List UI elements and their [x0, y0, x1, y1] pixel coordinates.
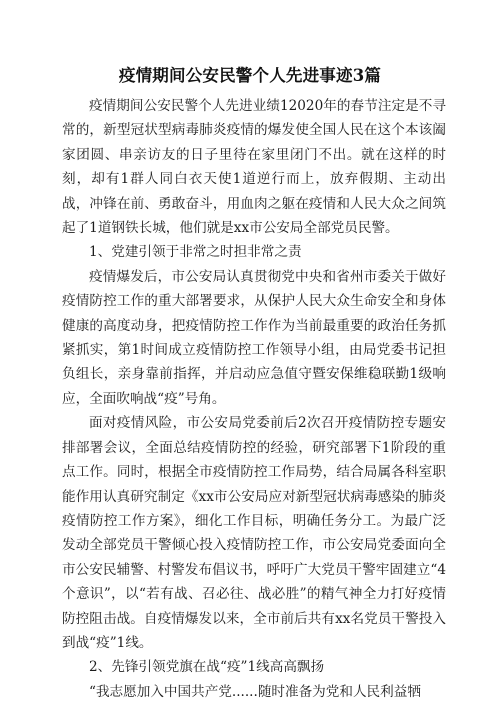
section-heading-2: 2、先锋引领党旗在战“疫”1线高高飘扬	[89, 659, 325, 676]
section-2-paragraph-1: “我志愿加入中国共产党......随时准备为党和人民利益牺	[89, 683, 421, 700]
document-title: 疫情期间公安民警个人先进事迹3篇	[118, 66, 382, 85]
intro-paragraph: 疫情期间公安民警个人先进业绩12020年的春节注定是不寻常的，新型冠状型病毒肺炎疫情的爆发使全国人民在这个本该阖家团圆、串亲访友的日子里待在家里闭门不出。就在这样的时刻，却有1群人同白衣天使1道逆行而上，放弃假期、主动出战，冲锋在前、勇敢奋斗，用血肉之躯在疫情和人民大众之间筑起了1道钢铁长城，他们就是xx市公安局全部党员民警。	[62, 98, 446, 237]
section-1-paragraph-2: 面对疫情风险，市公安局党委前后2次召开疫情防控专题安排部署会议，全面总结疫情防控的经验，研究部署下1阶段的重点工作。同时，根据全市疫情防控工作局势，结合局属各科室职能作用认真研究制定《xx市公安局应对新型冠状病毒感染的肺炎疫情防控工作方案》，细化工作目标，明确任务分工。为最广泛发动全部党员干警倾心投入疫情防控工作，市公安局党委面向全市公安民辅警、村警发布倡议书，呼吁广大党员干警牢固建立“4个意识”，以“若有战、召必往、战必胜”的精气神全力打好疫情防控阻击战。自疫情爆发以来，全市前后共有xx名党员干警投入到战“疫”1线。	[62, 415, 446, 651]
document-body	[62, 94, 446, 704]
section-heading-1: 1、党建引领于非常之时担非常之责	[89, 244, 302, 261]
section-1-paragraph-1: 疫情爆发后，市公安局认真贯彻党中央和省州市委关于做好疫情防控工作的重大部署要求，从保护人民大众生命安全和身体健康的高度动身，把疫情防控工作作为当前最重要的政治任务抓紧抓实，第1时间成立疫情防控工作领导小组，由局党委书记担负组长，亲身靠前指挥，并启动应急值守暨安保维稳联勤1级响应，全面吹响战“疫”号角。	[62, 268, 446, 407]
